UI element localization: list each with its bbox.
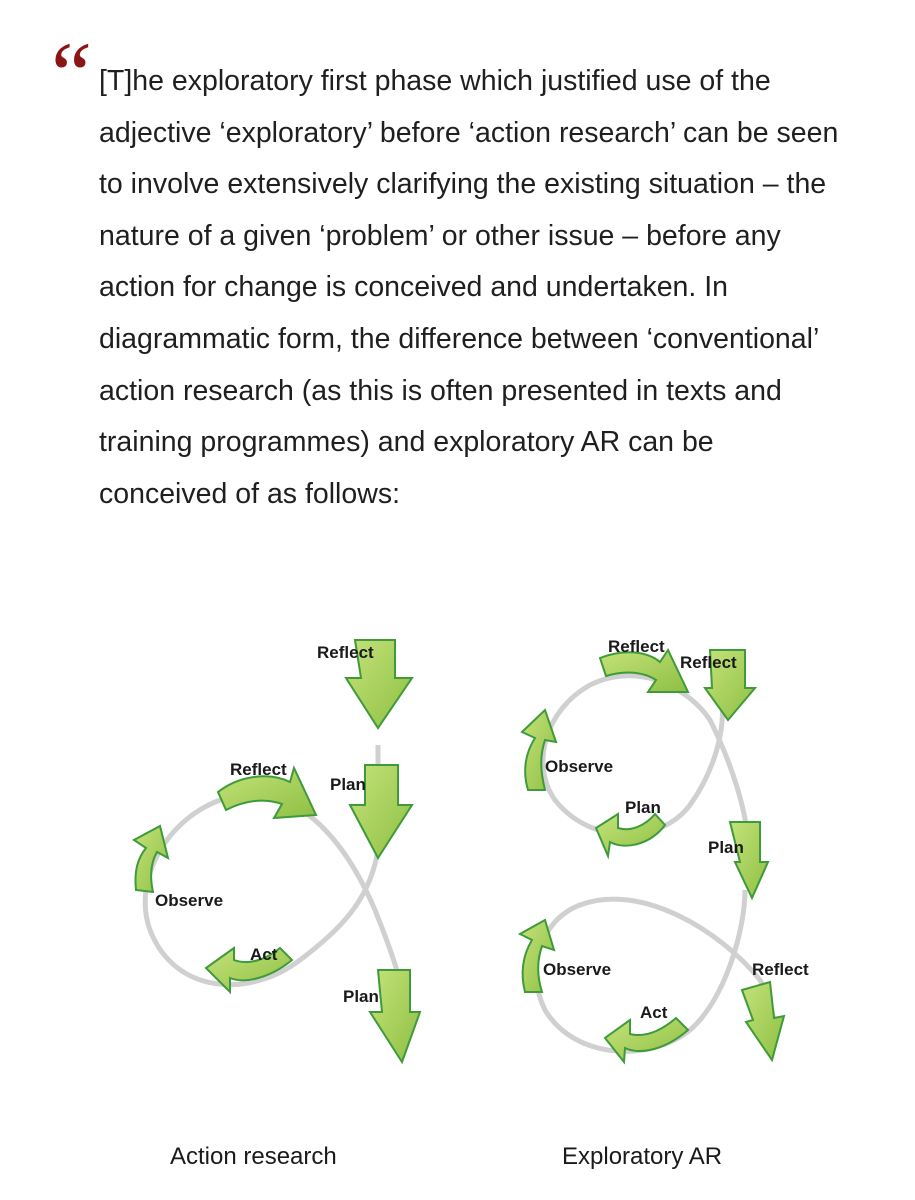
label-plan-top: Plan xyxy=(625,798,661,817)
label-plan-bottom: Plan xyxy=(343,987,379,1006)
quote-mark: “ xyxy=(42,23,94,125)
arrow-observe-bottom xyxy=(520,920,554,992)
quote-text: [T]he exploratory first phase which justified use of the adjective ‘exploratory’ before ‘action research’ can be seen to involve extensively clarifying the existing situation – the nature of a given ‘problem’ or other issue – before any action for change is conceived and undertaken. In diagrammatic form, the difference between ‘conventional’ action research (as this is often presented in texts and training programmes) and exploratory AR can be conceived of as follows: xyxy=(99,65,839,510)
label-reflect: Reflect xyxy=(230,760,287,779)
label-act: Act xyxy=(640,1003,668,1022)
label-reflect-bottom: Reflect xyxy=(752,960,809,979)
arrow-reflect-bottom xyxy=(742,982,784,1060)
label-observe-bottom: Observe xyxy=(543,960,612,979)
caption-action-research: Action research xyxy=(170,1143,337,1170)
action-research-diagram xyxy=(134,640,420,1062)
label-observe: Observe xyxy=(155,891,224,910)
arrow-plan-small xyxy=(596,814,665,856)
diagram-svg xyxy=(0,600,915,1200)
label-reflect-a: Reflect xyxy=(608,637,665,656)
arrow-act-bottom xyxy=(605,1018,688,1062)
label-reflect-top: Reflect xyxy=(317,643,374,662)
exploratory-ar-diagram xyxy=(520,637,809,1062)
arrow-plan-bottom xyxy=(370,970,420,1062)
label-reflect-b: Reflect xyxy=(680,653,737,672)
arrow-observe xyxy=(134,826,168,892)
label-plan-top: Plan xyxy=(330,775,366,794)
label-plan-mid: Plan xyxy=(708,838,744,857)
caption-exploratory-ar: Exploratory AR xyxy=(562,1143,723,1170)
arrow-plan-mid xyxy=(730,822,768,898)
label-observe-top: Observe xyxy=(545,757,614,776)
label-act: Act xyxy=(250,945,278,964)
diagram-figure xyxy=(0,600,915,1200)
arrow-reflect-a xyxy=(600,650,688,692)
